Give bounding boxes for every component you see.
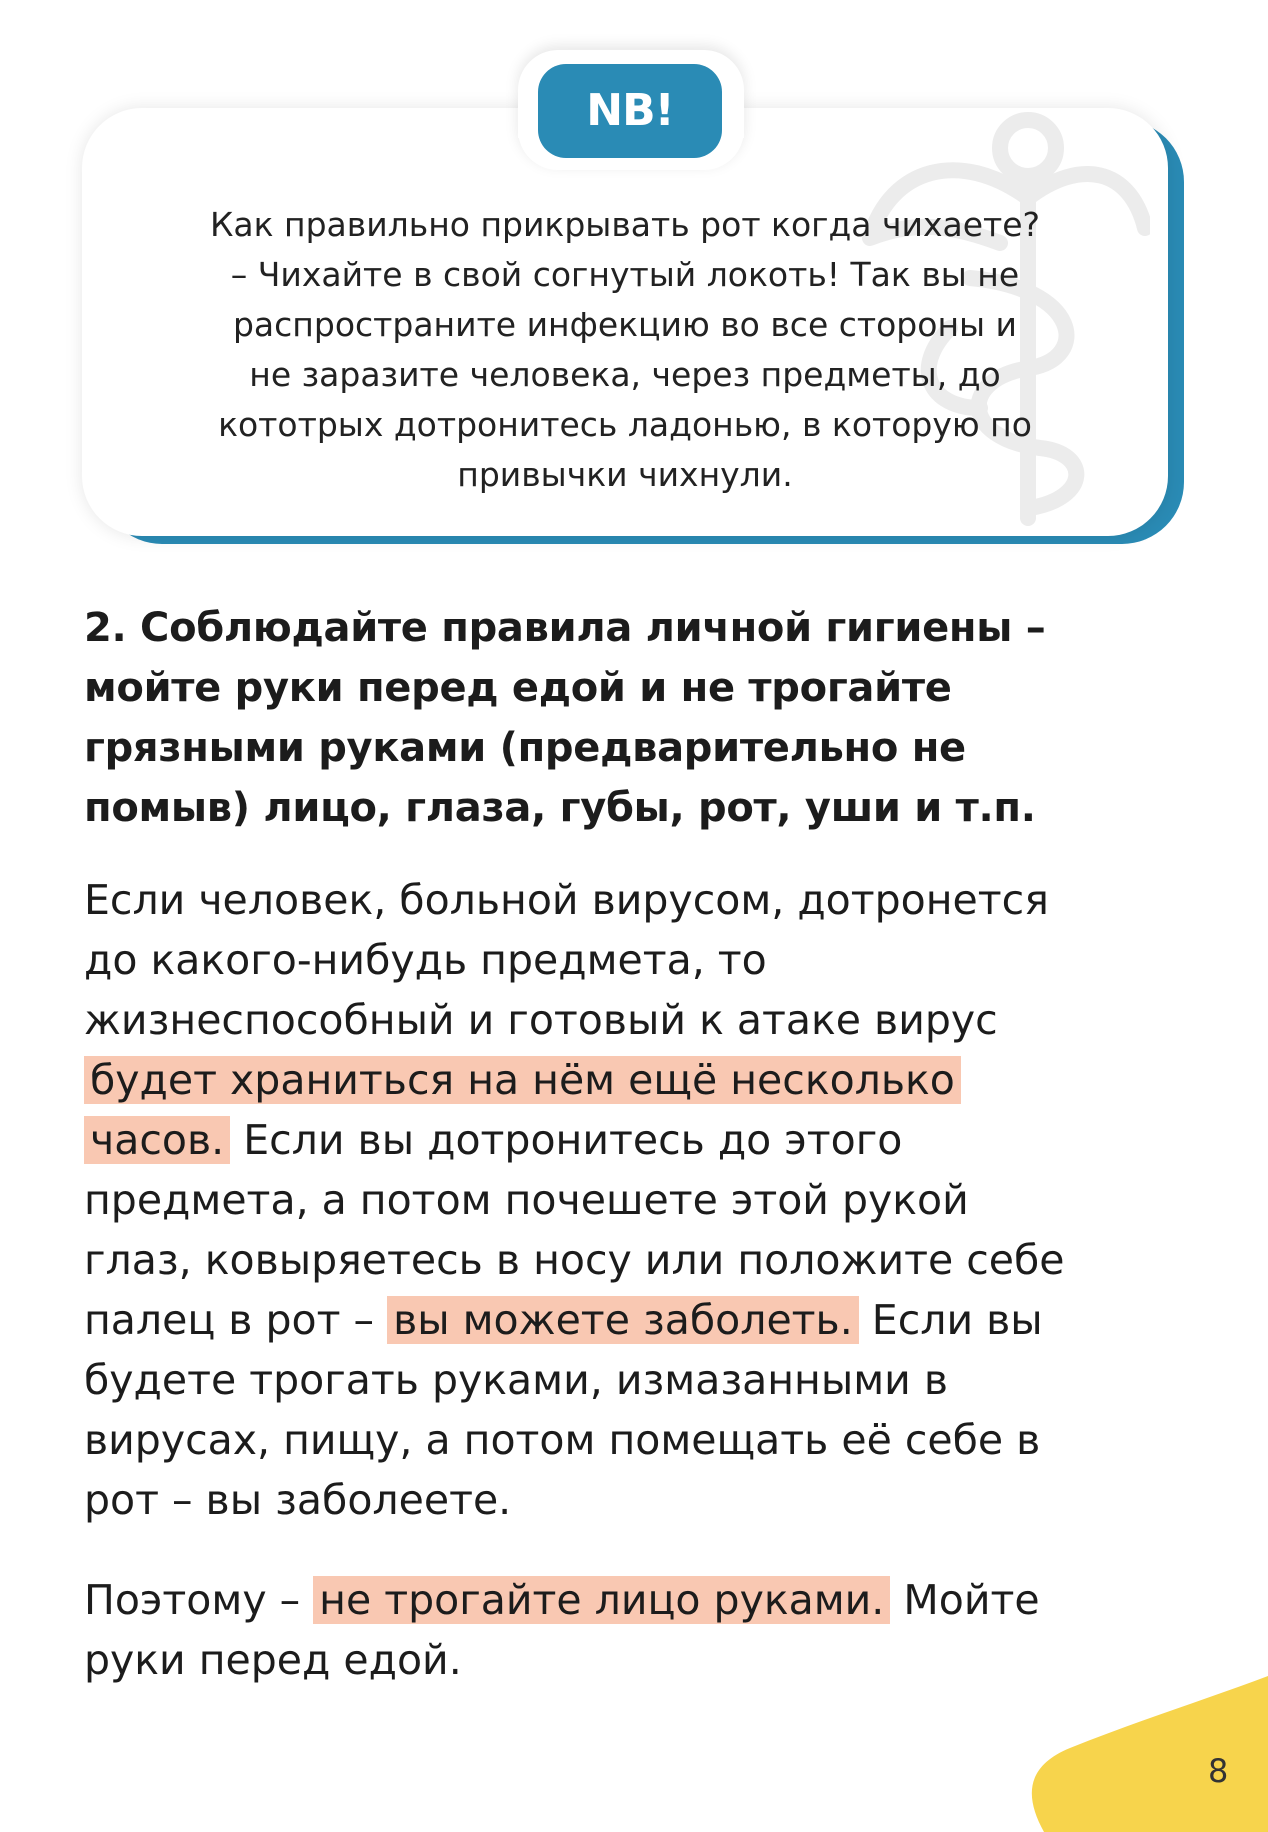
heading-line: мойте руки перед едой и не трогайте — [84, 665, 952, 711]
callout-line: привычки чихнули. — [457, 455, 793, 494]
highlight: вы можете заболеть. — [387, 1296, 859, 1344]
paragraph-line: руки перед едой. — [84, 1636, 462, 1684]
paragraph-line — [84, 1110, 1204, 1170]
nb-badge: NB! — [538, 64, 722, 158]
paragraph-dont-touch-face — [84, 1570, 1204, 1690]
paragraph-line: будете трогать руками, измазанными в — [84, 1356, 949, 1404]
highlight: часов. — [84, 1116, 230, 1164]
callout-line: распространите инфекцию во все стороны и — [232, 305, 1018, 344]
paragraph-virus-on-objects — [84, 870, 1204, 1530]
text-run: Если вы — [858, 1296, 1043, 1344]
paragraph-line: рот – вы заболеете. — [84, 1476, 512, 1524]
callout-line: не заразите человека, через предметы, до — [249, 355, 1001, 394]
paragraph-line: глаз, ковыряетесь в носу или положите себе — [84, 1236, 1065, 1284]
heading-line: грязными руками (предварительно не — [84, 725, 966, 771]
callout-line: кототрых дотронитесь ладонью, в которую по — [218, 405, 1032, 444]
text-run: палец в рот – — [84, 1296, 388, 1344]
paragraph-line — [84, 1050, 1204, 1110]
heading-line: 2. Соблюдайте правила личной гигиены – — [84, 605, 1046, 651]
highlight: будет храниться на нём ещё несколько — [84, 1056, 961, 1104]
callout-card — [82, 108, 1168, 536]
callout-line: Как правильно прикрывать рот когда чихаете? — [209, 205, 1041, 244]
page-number: 8 — [1208, 1752, 1229, 1790]
paragraph-line: вирусах, пищу, а потом помещать её себе в — [84, 1416, 1041, 1464]
text-run: Поэтому – — [84, 1576, 314, 1624]
callout-text — [122, 200, 1128, 500]
section-heading — [84, 598, 1194, 838]
paragraph-line: предмета, а потом почешете этой рукой — [84, 1176, 969, 1224]
paragraph-line: до какого-нибудь предмета, то — [84, 936, 767, 984]
callout-line: – Чихайте в свой согнутый локоть! Так вы не — [230, 255, 1020, 294]
paragraph-line — [84, 1290, 1204, 1350]
nb-callout — [82, 108, 1184, 544]
paragraph-line — [84, 1570, 1204, 1630]
yellow-corner-shape — [1030, 1676, 1268, 1832]
paragraph-line: жизнеспособный и готовый к атаке вирус — [84, 996, 998, 1044]
highlight: не трогайте лицо руками. — [313, 1576, 890, 1624]
heading-line: помыв) лицо, глаза, губы, рот, уши и т.п. — [84, 785, 1036, 831]
paragraph-line: Если человек, больной вирусом, дотронется — [84, 876, 1049, 924]
text-run: Если вы дотронитесь до этого — [230, 1116, 903, 1164]
text-run: Мойте — [890, 1576, 1040, 1624]
